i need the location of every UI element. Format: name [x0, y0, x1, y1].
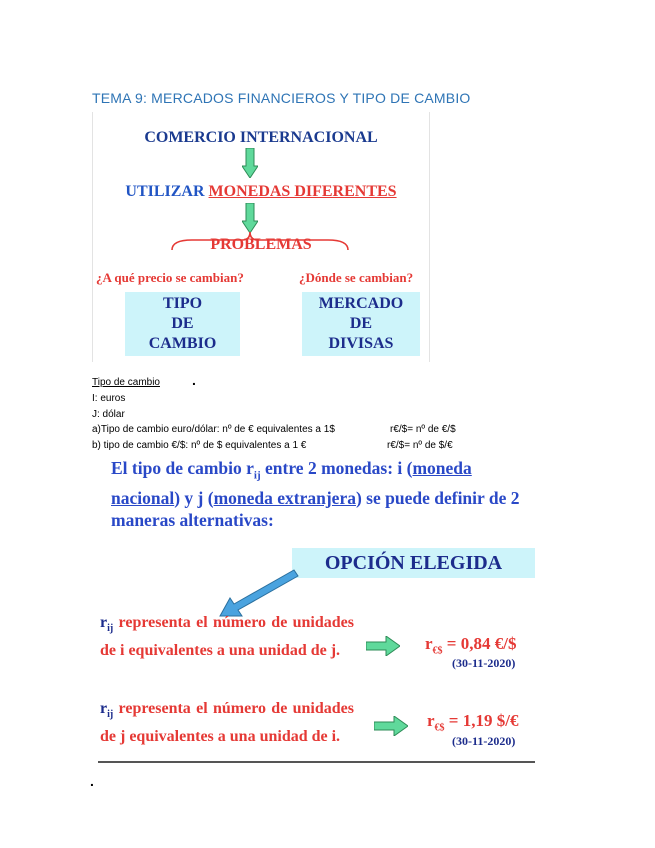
- box-line: CAMBIO: [148, 335, 217, 352]
- footer-dot: .: [90, 773, 94, 789]
- box-line: TIPO: [162, 295, 203, 312]
- currency-market-box: [302, 292, 420, 356]
- r-symbol: r: [100, 614, 108, 631]
- date-1: (30-11-2020): [452, 656, 516, 670]
- exchange-rate-box: [125, 292, 240, 356]
- diagram-top-label: COMERCIO INTERNACIONAL: [144, 129, 378, 146]
- definition-2-text: representa el número de: [113, 700, 288, 717]
- definition-paragraph: [111, 457, 537, 531]
- down-arrow-icon: [242, 203, 258, 233]
- page-title: TEMA 9: MERCADOS FINANCIEROS Y TIPO DE CAMBIO: [92, 90, 471, 106]
- note-line-j: J: dólar: [92, 409, 125, 420]
- definition-1: [100, 612, 354, 662]
- result-subscript: €$: [434, 722, 445, 734]
- result-1: [425, 634, 516, 656]
- question-left: ¿A qué precio se cambian?: [96, 270, 244, 285]
- chosen-option-box: OPCIÓN ELEGIDA: [292, 548, 535, 578]
- box-line: MERCADO: [318, 295, 404, 312]
- right-arrow-icon: [366, 636, 400, 656]
- definition-1-text: unidades de i equivalentes a una unidad de j.: [100, 614, 354, 660]
- note-line-a: a)Tipo de cambio euro/dólar: nº de € equivalentes a 1$: [92, 424, 335, 435]
- middle-prefix: UTILIZAR: [125, 183, 209, 200]
- note-line-b: b) tipo de cambio €/$: nº de $ equivalentes a 1 €: [92, 440, 307, 451]
- result-r: r: [427, 711, 435, 730]
- note-line-i: I: euros: [92, 393, 126, 404]
- foreign-currency-link: moneda extranjera: [213, 487, 356, 508]
- notes-dot: .: [192, 372, 196, 388]
- definition-text: ) y j (: [174, 487, 214, 508]
- result-value: = 1,19 $/€: [444, 711, 519, 730]
- down-arrow-icon: [242, 148, 258, 178]
- divider: [98, 761, 535, 763]
- date-2: (30-11-2020): [452, 734, 516, 748]
- middle-highlight: MONEDAS DIFERENTES: [208, 183, 397, 200]
- diagram-middle-label: [92, 183, 430, 201]
- problems-label: PROBLEMAS: [210, 236, 312, 253]
- r-subscript: ij: [107, 709, 114, 721]
- note-line-a-right: r€/$= nº de €/$: [390, 424, 456, 435]
- result-r: r: [425, 634, 433, 653]
- r-symbol: r: [100, 700, 108, 717]
- r-subscript: ij: [107, 623, 114, 635]
- question-right: ¿Dónde se cambian?: [299, 270, 414, 285]
- notes-heading: Tipo de cambio: [92, 377, 160, 388]
- box-line: DE: [349, 315, 373, 332]
- result-2: [427, 711, 518, 733]
- definition-text: entre 2 monedas: i (: [260, 458, 413, 478]
- definition-1-text: representa el número de: [113, 614, 288, 631]
- result-value: = 0,84 €/$: [442, 634, 517, 653]
- definition-subscript: ij: [253, 469, 261, 482]
- national-currency-link: moneda nacional: [111, 458, 472, 508]
- box-line: DE: [171, 315, 194, 332]
- note-line-b-right: r€/$= nº de $/€: [387, 440, 453, 451]
- result-subscript: €$: [432, 645, 443, 657]
- right-arrow-icon: [374, 716, 408, 736]
- definition-text: El tipo de cambio r: [111, 458, 254, 478]
- definition-2: [100, 698, 354, 748]
- definition-2-text: unidades de j equivalentes a una unidad de i.: [100, 700, 354, 746]
- trade-diagram: [92, 112, 430, 362]
- box-line: DIVISAS: [328, 335, 394, 352]
- definition-text: ) se puede definir de 2 maneras alternativas:: [111, 487, 520, 530]
